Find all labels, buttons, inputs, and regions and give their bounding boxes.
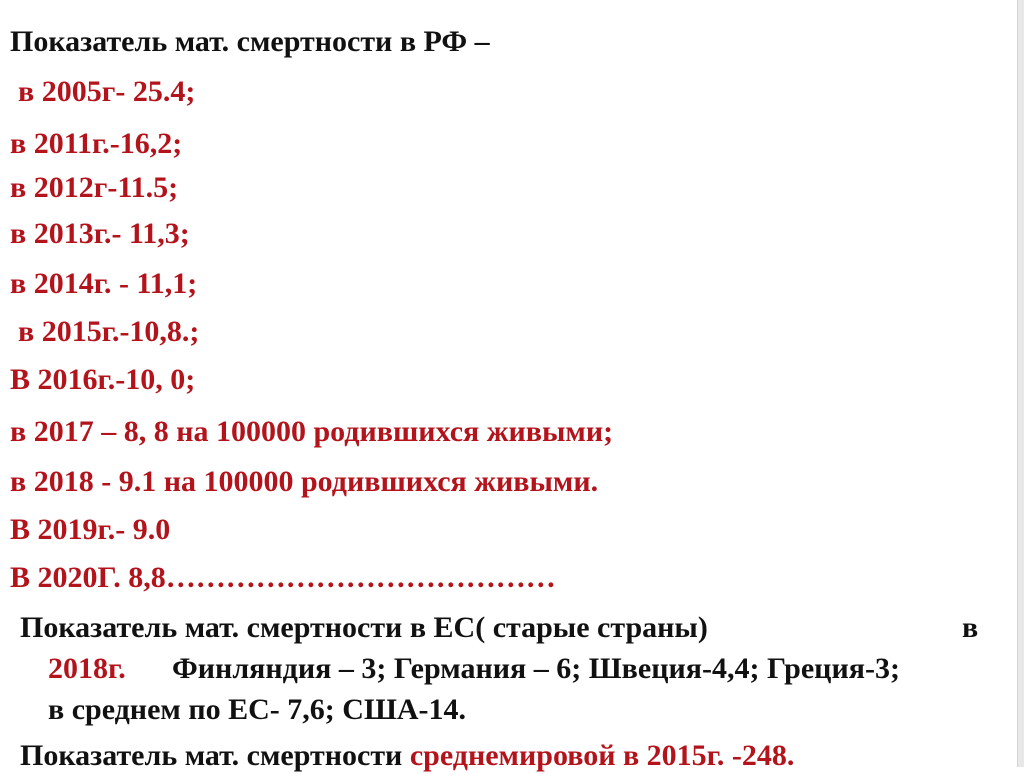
world-label: Показатель мат. смертности	[20, 739, 403, 772]
heading-rf: Показатель мат. смертности в РФ –	[10, 25, 490, 58]
eu-year: 2018г.	[48, 652, 126, 685]
slide-edge	[1017, 0, 1024, 767]
world-line	[20, 738, 794, 774]
rf-year-2017: в 2017 – 8, 8 на 100000 родившихся живыми;	[10, 415, 614, 448]
world-value: среднемировой в 2015г. -248.	[409, 739, 795, 772]
eu-average: в среднем по ЕС- 7,6; США-14.	[48, 693, 467, 726]
rf-year-2018: в 2018 - 9.1 на 100000 родившихся живыми.	[10, 465, 599, 498]
rf-year-2013: в 2013г.- 11,3;	[10, 217, 190, 250]
eu-heading-tail: в	[962, 611, 979, 644]
rf-year-2015: в 2015г.-10,8.;	[18, 315, 200, 348]
rf-year-2011: в 2011г.-16,2;	[10, 127, 183, 160]
rf-year-2005: в 2005г- 25.4;	[18, 75, 196, 108]
rf-year-2012: в 2012г-11.5;	[10, 171, 179, 204]
rf-year-2016: В 2016г.-10, 0;	[10, 363, 196, 396]
eu-heading: Показатель мат. смертности в ЕС( старые страны)	[20, 611, 708, 644]
rf-year-2020: В 2020Г. 8,8…………………………………	[10, 561, 556, 594]
eu-countries: Финляндия – 3; Германия – 6; Швеция-4,4; Греция-3;	[172, 652, 900, 685]
rf-year-2019: В 2019г.- 9.0	[10, 513, 171, 546]
rf-year-2014: в 2014г. - 11,1;	[10, 267, 198, 300]
